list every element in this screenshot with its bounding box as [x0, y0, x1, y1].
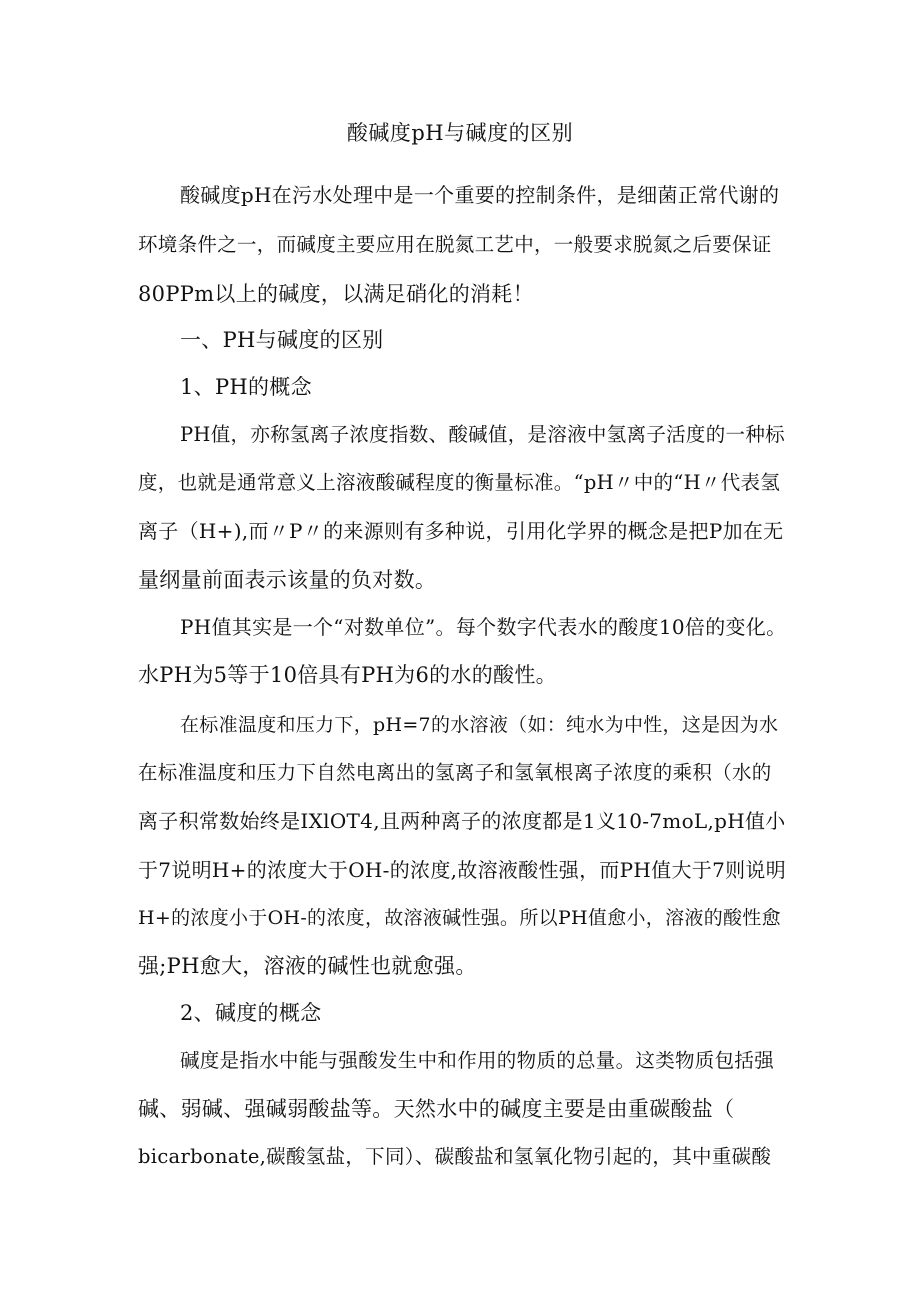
paragraph-line: 80PPm以上的碱度，以满足硝化的消耗！: [138, 282, 534, 306]
paragraph-line: 于7说明H+的浓度大于OH-的浓度,故溶液酸性强，而PH值大于7则说明: [138, 858, 786, 882]
paragraph-line: 环境条件之一，而碱度主要应用在脱氮工艺中，一般要求脱氮之后要保证: [138, 233, 772, 256]
section-heading: 一、PH与碱度的区别: [180, 328, 384, 352]
paragraph-line: 离子（H+),而〃P〃的来源则有多种说，引用化学界的概念是把P加在无: [138, 519, 784, 543]
document-title: 酸碱度pH与碱度的区别: [346, 121, 574, 145]
paragraph-line: PH值其实是一个“对数单位”。每个数字代表水的酸度10倍的变化。: [180, 615, 787, 639]
paragraph-line: 度，也就是通常意义上溶液酸碱程度的衡量标准。“pH〃中的“H〃代表氢: [138, 471, 781, 494]
paragraph-line: 碱度是指水中能与强酸发生中和作用的物质的总量。这类物质包括强: [180, 1049, 775, 1072]
paragraph-line: 酸碱度pH在污水处理中是一个重要的控制条件，是细菌正常代谢的: [180, 183, 780, 207]
subsection-heading: 1、PH的概念: [180, 375, 312, 399]
paragraph-line: 碱、弱碱、强碱弱酸盐等。天然水中的碱度主要是由重碳酸盐（: [138, 1097, 735, 1121]
paragraph-line: 量纲量前面表示该量的负对数。: [138, 568, 437, 592]
paragraph-line: PH值，亦称氢离子浓度指数、酸碱值，是溶液中氢离子活度的一种标: [180, 423, 785, 446]
paragraph-line: 在标准温度和压力下自然电离出的氢离子和氢氧根离子浓度的乘积（水的: [138, 761, 772, 784]
paragraph-line: 水PH为5等于10倍具有PH为6的水的酸性。: [138, 663, 557, 687]
paragraph-line: 在标准温度和压力下，pH=7的水溶液（如：纯水为中性，这是因为水: [180, 714, 779, 736]
paragraph-line: H+的浓度小于OH-的浓度，故溶液碱性强。所以PH值愈小，溶液的酸性愈: [138, 907, 781, 929]
paragraph-line: 强;PH愈大，溶液的碱性也就愈强。: [138, 954, 477, 978]
subsection-heading: 2、碱度的概念: [180, 1001, 322, 1025]
paragraph-line: bicarbonate,碳酸氢盐，下同）、碳酸盐和氢氧化物引起的，其中重碳酸: [138, 1145, 772, 1168]
paragraph-line: 离子积常数始终是IXlOT4,且两种离子的浓度都是1义10-7moL,pH值小: [138, 809, 786, 833]
